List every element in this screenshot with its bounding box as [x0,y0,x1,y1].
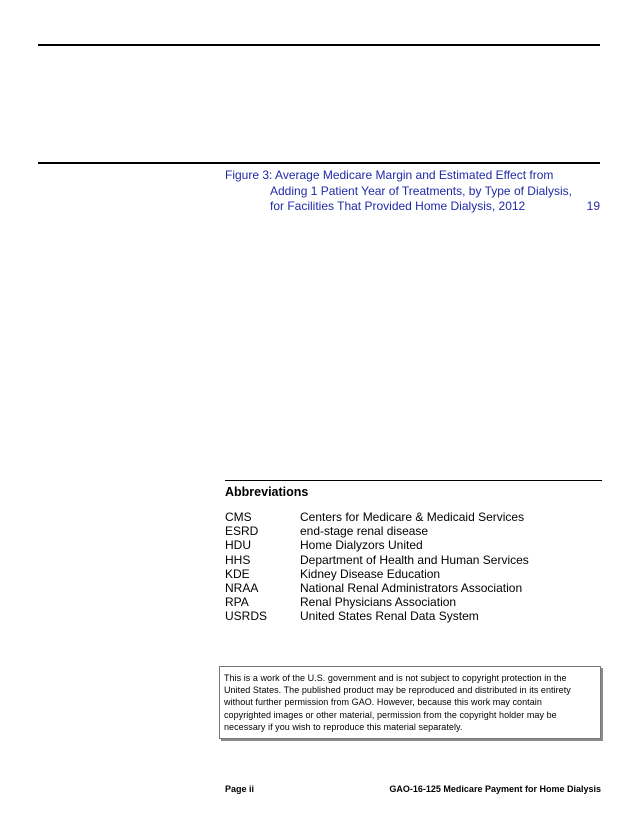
copyright-notice-box [219,666,601,739]
figure-list-entry[interactable] [225,168,603,215]
abbreviation-code: KDE [225,566,250,581]
abbreviation-code: RPA [225,595,249,610]
abbreviation-definition: Home Dialyzors United [300,538,423,553]
abbreviations-list [225,510,602,624]
abbreviations-divider [225,480,602,481]
figure-title-line-1: Figure 3: Average Medicare Margin and Estimated Effect from [225,168,554,182]
footer-report-title: GAO-16-125 Medicare Payment for Home Dialysis [389,784,601,794]
abbreviation-row [225,538,602,552]
page-footer [225,784,601,794]
abbreviation-code: CMS [225,510,252,524]
abbreviation-code: ESRD [225,524,259,539]
abbreviation-definition: National Renal Administrators Association [300,581,523,596]
abbreviation-definition: Department of Health and Human Services [300,552,529,567]
copyright-notice-line: without further permission from GAO. However, because this work may contain [224,697,542,708]
abbreviation-row [225,595,602,609]
abbreviation-row [225,524,602,538]
abbreviation-code: NRAA [225,581,259,596]
abbreviation-row [225,567,602,581]
abbreviation-definition: Kidney Disease Education [300,566,441,581]
copyright-notice-line: necessary if you wish to reproduce this material separately. [224,721,463,732]
abbreviation-row [225,609,602,623]
abbreviation-row [225,581,602,595]
top-divider [38,44,600,46]
figure-title-line-3: for Facilities That Provided Home Dialysis, 2012 [270,199,526,213]
copyright-notice-line: copyrighted images or other material, permission from the copyright holder may be [224,709,557,720]
abbreviation-row [225,553,602,567]
abbreviation-definition: Centers for Medicare & Medicaid Services [300,510,525,524]
contents-divider [38,162,600,164]
copyright-notice-line: This is a work of the U.S. government and is not subject to copyright protection in the [224,673,567,683]
abbreviation-definition: Renal Physicians Association [300,595,457,610]
abbreviation-definition: end-stage renal disease [300,524,429,539]
abbreviations-heading: Abbreviations [225,485,309,499]
abbreviation-code: USRDS [225,609,268,624]
figure-title-line-2: Adding 1 Patient Year of Treatments, by Type of Dialysis, [270,183,572,198]
copyright-notice-line: United States. The published product may be reproduced and distributed in its entirety [224,685,571,696]
abbreviation-row [225,510,602,524]
footer-page-label: Page ii [225,784,255,794]
figure-page-number: 19 [586,199,600,213]
abbreviation-code: HDU [225,538,251,553]
abbreviation-code: HHS [225,552,251,567]
abbreviation-definition: United States Renal Data System [300,609,479,624]
